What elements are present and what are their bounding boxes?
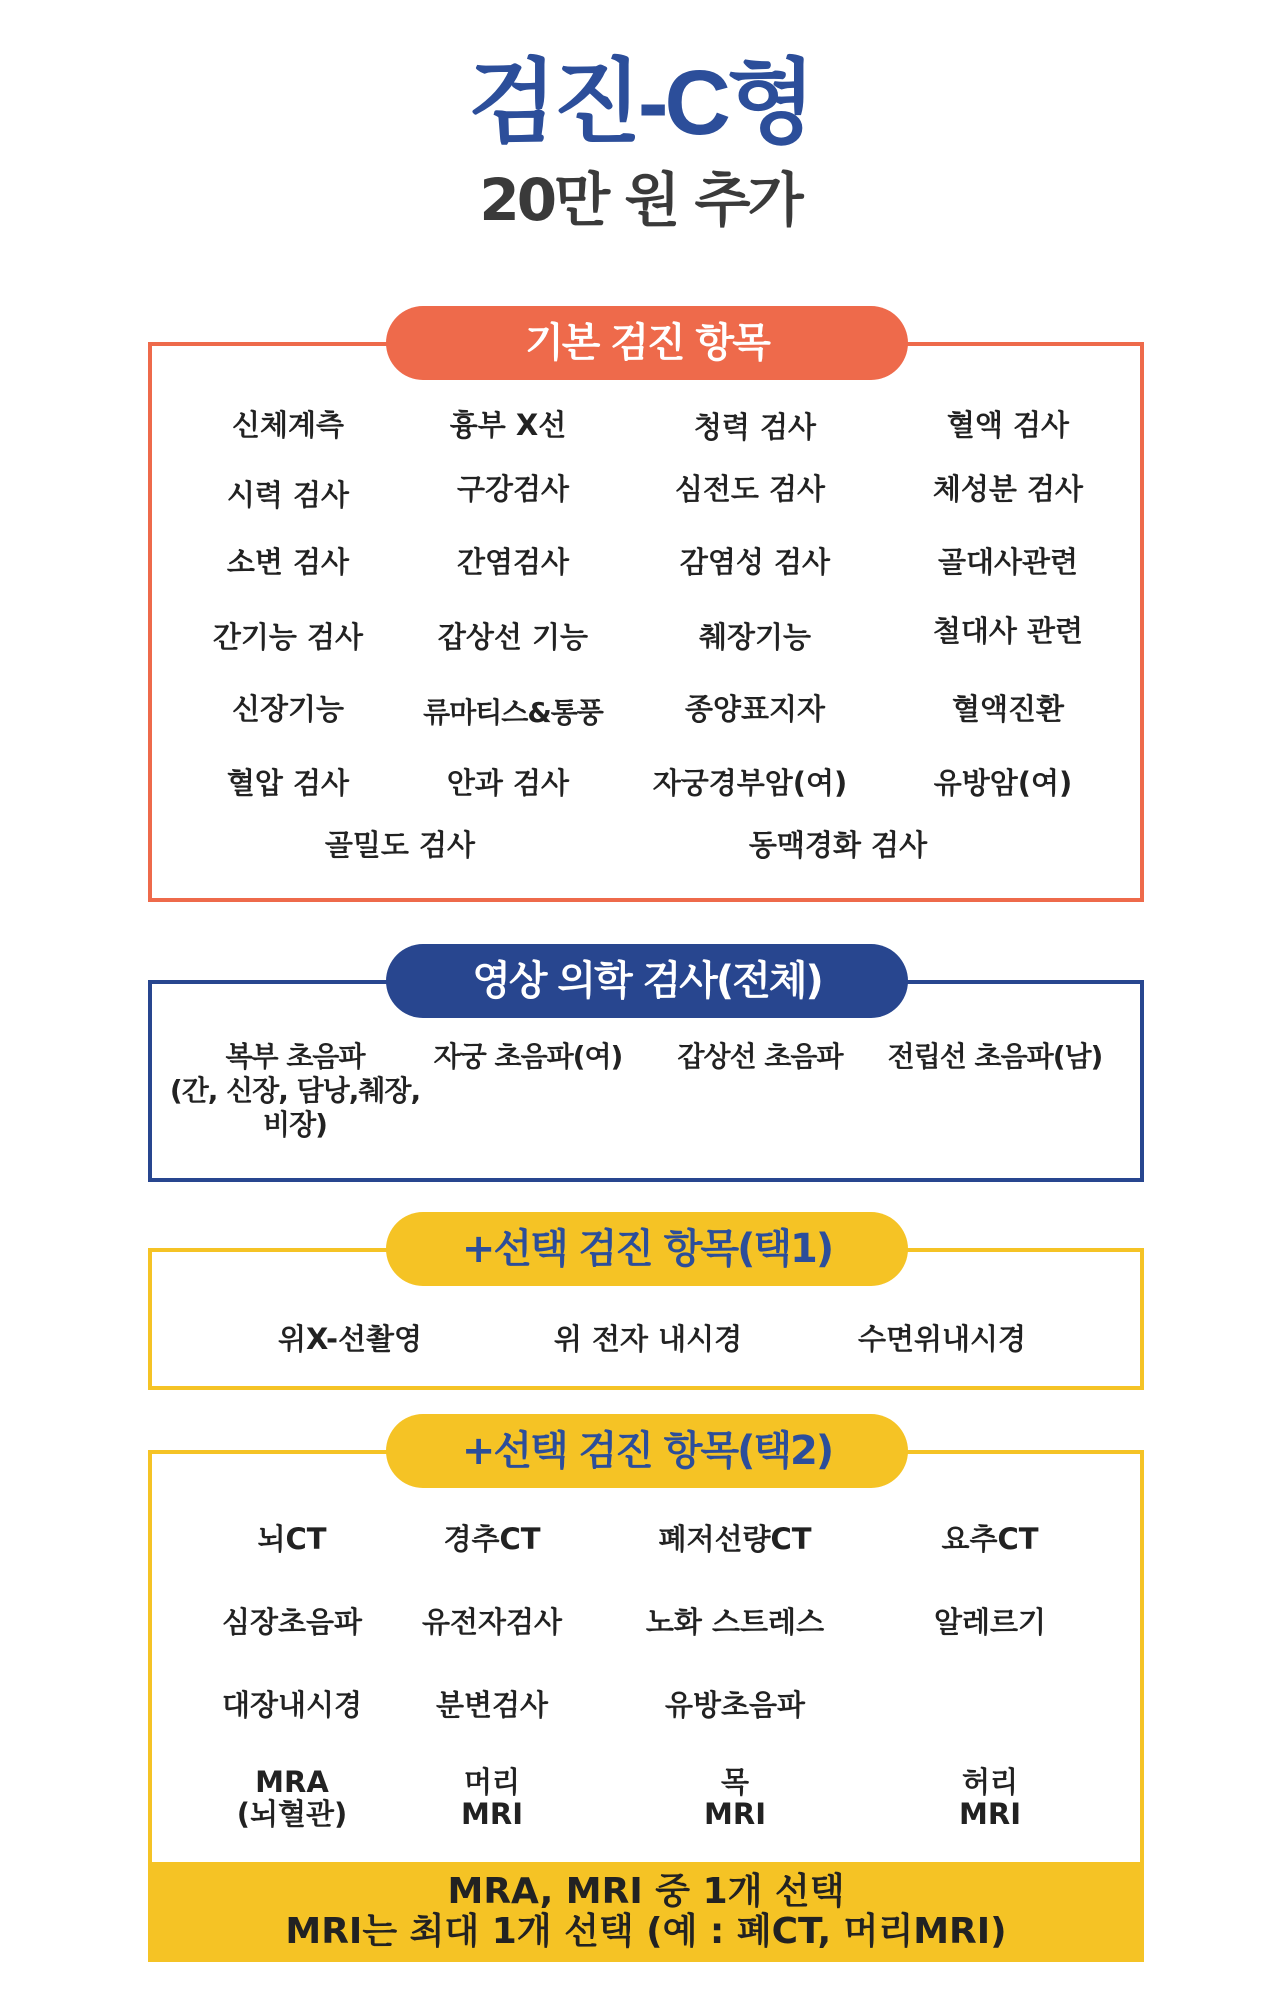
option2-heading: +선택 검진 항목(택2) [386, 1414, 908, 1488]
option2-item: 대장내시경 [221, 1688, 363, 1722]
basic-exam-item: 갑상선 기능 [437, 620, 589, 654]
imaging-exam-item: 갑상선 초음파 [677, 1040, 843, 1073]
basic-exam-item: 간기능 검사 [212, 620, 364, 654]
basic-exam-item: 자궁경부암(여) [652, 766, 848, 800]
basic-exam-heading: 기본 검진 항목 [386, 306, 908, 380]
option2-item: 목 MRI [704, 1765, 766, 1831]
option2-item: 폐저선량CT [658, 1522, 812, 1556]
selection-note-line: MRA, MRI 중 1개 선택 [447, 1871, 845, 1912]
basic-exam-item: 동맥경화 검사 [748, 828, 928, 862]
option2-item: MRA (뇌혈관) [236, 1765, 348, 1831]
basic-exam-item: 심전도 검사 [674, 472, 826, 506]
basic-exam-item: 혈압 검사 [226, 766, 350, 800]
basic-exam-item: 신장기능 [231, 692, 345, 726]
basic-exam-item: 체성분 검사 [932, 472, 1084, 506]
selection-note-line: MRI는 최대 1개 선택 (예 : 폐CT, 머리MRI) [285, 1911, 1007, 1952]
option2-item: 요추CT [941, 1522, 1039, 1556]
option2-item: 허리 MRI [959, 1765, 1021, 1831]
option1-item: 위 전자 내시경 [553, 1322, 743, 1356]
basic-exam-item: 유방암(여) [933, 766, 1073, 800]
basic-exam-item: 안과 검사 [446, 766, 570, 800]
basic-exam-item: 혈액진환 [951, 692, 1065, 726]
option2-item: 알레르기 [933, 1605, 1047, 1639]
option2-item: 경추CT [443, 1522, 541, 1556]
selection-note [148, 1862, 1144, 1962]
basic-exam-item: 혈액 검사 [946, 408, 1070, 442]
basic-exam-item: 감염성 검사 [679, 545, 831, 579]
imaging-exam-item: 자궁 초음파(여) [433, 1040, 623, 1073]
option2-item: 뇌CT [257, 1522, 327, 1556]
option1-item: 수면위내시경 [857, 1322, 1027, 1356]
basic-exam-item: 종양표지자 [684, 692, 826, 726]
option1-item: 위X-선촬영 [277, 1322, 423, 1356]
imaging-exam-item: 복부 초음파 (간, 신장, 담낭,췌장, 비장) [169, 1040, 421, 1141]
option2-item: 유전자검사 [421, 1605, 563, 1639]
basic-exam-item: 구강검사 [456, 472, 570, 506]
basic-exam-item: 철대사 관련 [932, 614, 1084, 648]
option2-item: 분변검사 [435, 1688, 549, 1722]
page-title: 검진-C형 [468, 52, 812, 154]
imaging-exam-item: 전립선 초음파(남) [887, 1040, 1103, 1073]
option2-item: 머리 MRI [461, 1765, 523, 1831]
price-subtitle: 20만 원 추가 [479, 166, 801, 234]
basic-exam-item: 신체계측 [231, 408, 345, 442]
basic-exam-item: 간염검사 [456, 545, 570, 579]
basic-exam-item: 청력 검사 [693, 410, 817, 444]
option2-item: 유방초음파 [664, 1688, 806, 1722]
basic-exam-item: 흉부 X선 [449, 408, 567, 442]
basic-exam-item: 소변 검사 [226, 545, 350, 579]
basic-exam-item: 류마티스&통풍 [423, 696, 603, 729]
option1-heading: +선택 검진 항목(택1) [386, 1212, 908, 1286]
basic-exam-item: 골대사관련 [937, 545, 1079, 579]
imaging-exam-heading: 영상 의학 검사(전체) [386, 944, 908, 1018]
option2-item: 노화 스트레스 [645, 1605, 825, 1639]
option2-item: 심장초음파 [221, 1605, 363, 1639]
basic-exam-item: 췌장기능 [698, 620, 812, 654]
basic-exam-item: 골밀도 검사 [324, 828, 476, 862]
basic-exam-item: 시력 검사 [226, 478, 350, 512]
